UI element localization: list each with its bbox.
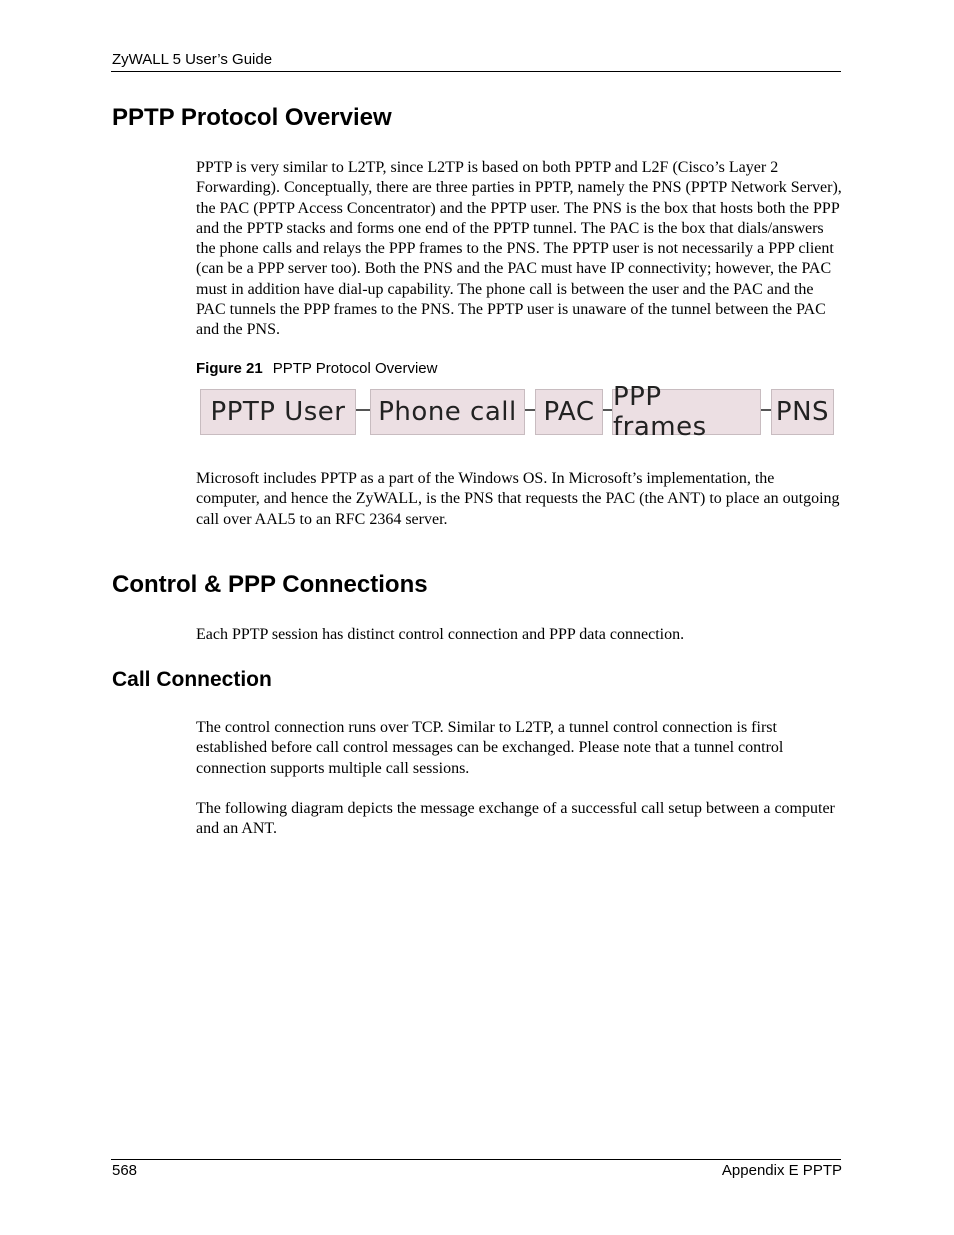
connector [356, 409, 370, 411]
paragraph-call-connection-2: The following diagram depicts the message exchange of a successful call setup between a computer and an ANT. [196, 800, 835, 838]
box-pac: PAC [535, 389, 603, 435]
connector [761, 409, 771, 411]
box-pns: PNS [771, 389, 834, 435]
running-header: ZyWALL 5 User’s Guide [112, 51, 273, 68]
heading-call-connection: Call Connection [112, 668, 272, 691]
connector [603, 409, 612, 411]
box-ppp-frames: PPP frames [612, 389, 761, 435]
page-number: 568 [112, 1162, 138, 1179]
box-pptp-user: PPTP User [200, 389, 356, 435]
connector [525, 409, 535, 411]
paragraph-control-ppp: Each PPTP session has distinct control connection and PPP data connection. [196, 626, 685, 643]
footer-section: Appendix E PPTP [721, 1162, 842, 1179]
figure-label: Figure 21 [196, 360, 263, 377]
paragraph-microsoft: Microsoft includes PPTP as a part of the Windows OS. In Microsoft’s implementation, the computer, and hence the ZyWALL, is the PNS that requests the PAC (the ANT) to place an outgoing call over AAL5 to an RFC 2364 server. [196, 470, 840, 528]
figure-title: PPTP Protocol Overview [272, 360, 438, 377]
paragraph-pptp-overview: PPTP is very similar to L2TP, since L2TP is based on both PPTP and L2F (Cisco’s Layer 2 Forwarding). Conceptually, there are three parties in PPTP, namely the PNS (PPTP Network Server), the PAC (PPTP Access Concentrator) and the PPTP user. The PNS is the box that hosts both the PPP and the PPTP stacks and forms one end of the PPTP tunnel. The PAC is the box that dials/answers the phone calls and relays the PPP frames to the PNS. The PPTP user is not necessarily a PPP client (can be a PPP server too). Both the PNS and the PAC must have IP connectivity; however, the PAC must in addition have dial-up capability. The phone call is between the user and the PAC and the PAC tunnels the PPP frames to the PNS. The PPTP user is unaware of the tunnel between the PAC and the PNS. [196, 159, 842, 339]
box-phone-call: Phone call [370, 389, 525, 435]
pptp-flow-diagram [200, 382, 836, 442]
header-rule [111, 71, 841, 72]
heading-control-ppp: Control & PPP Connections [112, 571, 428, 598]
paragraph-call-connection-1: The control connection runs over TCP. Similar to L2TP, a tunnel control connection is first established before call control messages can be exchanged. Please note that a tunnel control connection supports multiple call sessions. [196, 719, 784, 777]
footer-rule [111, 1159, 841, 1160]
figure-caption [196, 360, 437, 377]
heading-pptp-overview: PPTP Protocol Overview [112, 104, 392, 131]
